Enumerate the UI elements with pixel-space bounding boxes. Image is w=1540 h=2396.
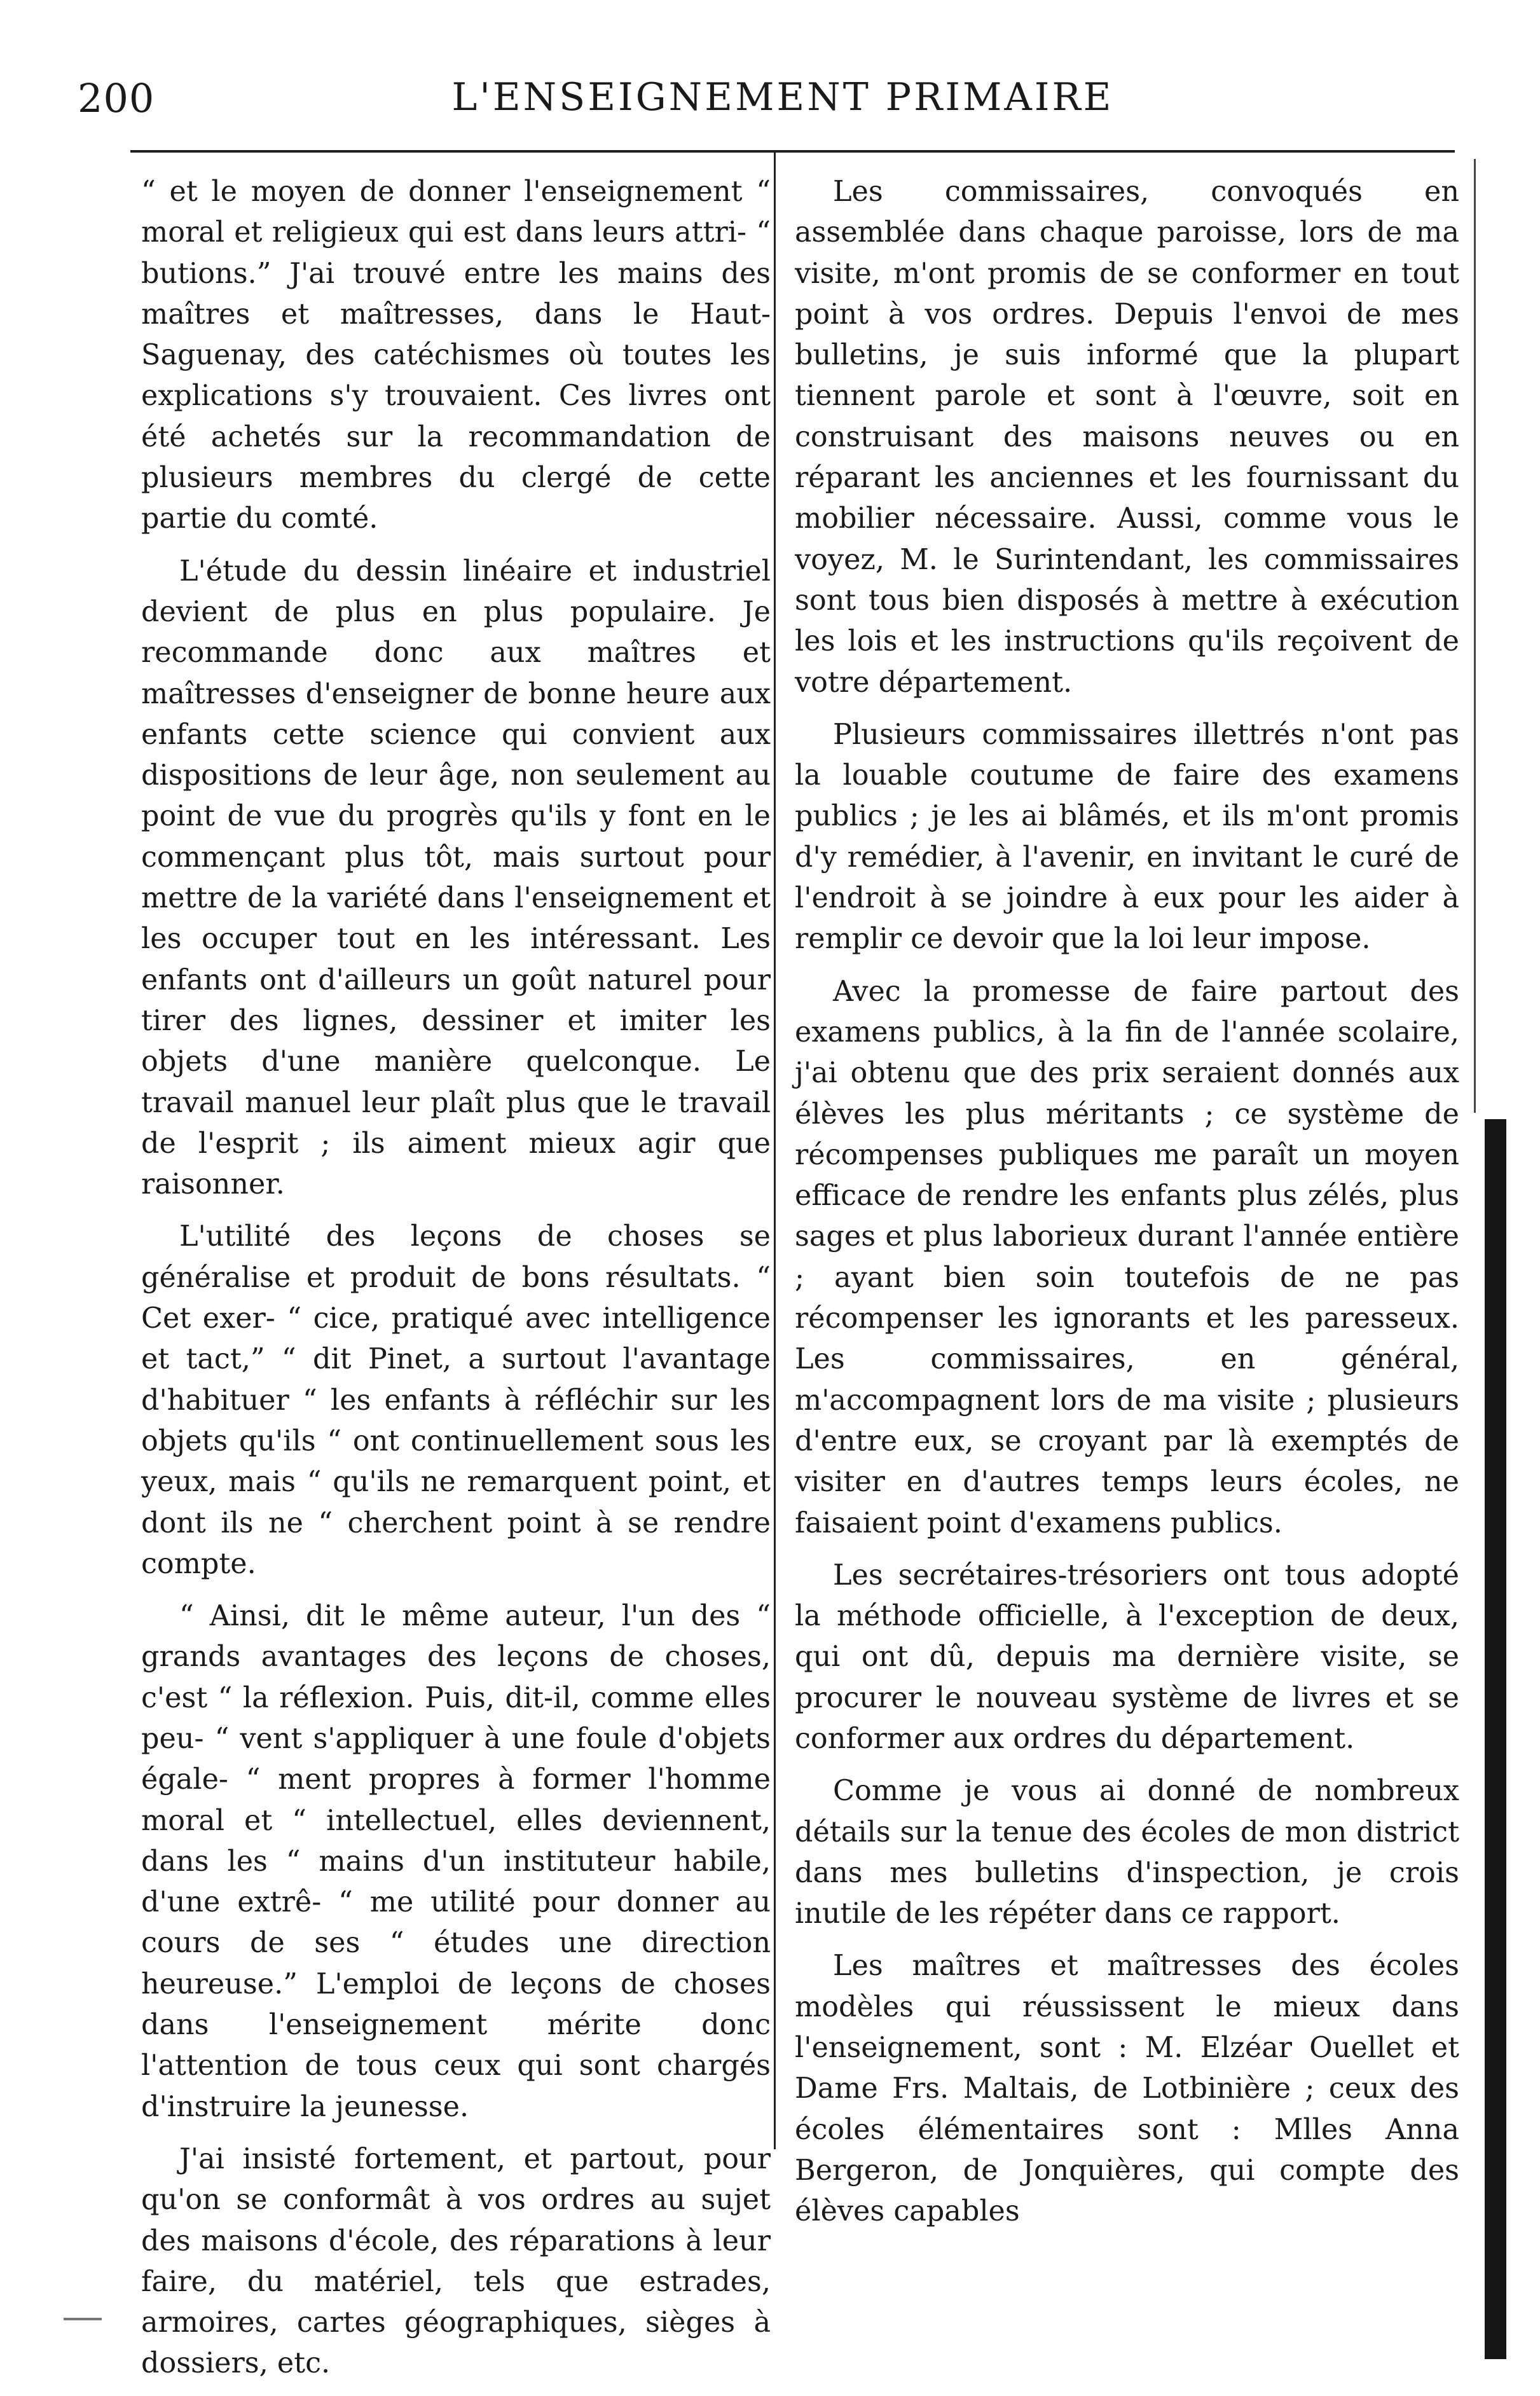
- page-edge-shadow: [1485, 1119, 1506, 2359]
- paragraph: Les commissaires, convoqués en assemblée dans chaque paroisse, lors de ma visite, m'ont promis de se conformer en tout point à vos ordres. Depuis l'envoi de mes bulletins, je suis informé que la plupart tiennent parole et sont à l'œuvre, soit en construisant des maisons neuves ou en réparant les anciennes et les fournissant du mobilier nécessaire. Aussi, comme vous le voyez, M. le Surintendant, les commissaires sont tous bien disposés à mettre à exécution les lois et les instructions qu'ils reçoivent de votre département.: [795, 176, 1459, 699]
- paragraph: L'étude du dessin linéaire et industriel devient de plus en plus populaire. Je recommande donc aux maîtres et maîtresses d'enseigner de bonne heure aux enfants cette science qui convient aux dispositions de leur âge, non seulement au point de vue du progrès qu'ils y font en le commençant plus tôt, mais surtout pour mettre de la variété dans l'enseignement et les occuper tout en les intéressant. Les enfants ont d'ailleurs un goût naturel pour tirer des lignes, dessiner et imiter les objets d'une manière quelconque. Le travail manuel leur plaît plus que le travail de l'esprit ; ils aiment mieux agir que raisonner.: [141, 554, 771, 1201]
- running-head: L'ENSEIGNEMENT PRIMAIRE: [451, 75, 1114, 120]
- scan-mark: [64, 2318, 102, 2320]
- page-edge-line: [1474, 159, 1476, 1113]
- paragraph: J'ai insisté fortement, et partout, pour qu'on se conformât à vos ordres au sujet des maisons d'école, des réparations à leur faire, du matériel, tels que estrades, armoires, cartes géographiques, sièges à dossiers, etc.: [141, 2142, 771, 2380]
- header-rule: [130, 150, 1455, 153]
- column-divider: [774, 153, 776, 2149]
- paragraph: Les maîtres et maîtresses des écoles modèles qui réussissent le mieux dans l'enseignement, sont : M. Elzéar Ouellet et Dame Frs. Maltais, de Lotbinière ; ceux des écoles élémentaires sont : Mlles Anna Bergeron, de Jonquières, qui compte des élèves capables: [795, 1950, 1459, 2228]
- paragraph: L'utilité des leçons de choses se généralise et produit de bons résultats. “ Cet exer- “ cice, pratiqué avec intelligence et tact,” “ dit Pinet, a surtout l'avantage d'habituer “ les enfants à réfléchir sur les objets qu'ils “ ont continuellement sous les yeux, mais “ qu'ils ne remarquent point, et dont ils ne “ cherchent point à se rendre compte.: [141, 1220, 771, 1580]
- paragraph: Les secrétaires-trésoriers ont tous adopté la méthode officielle, à l'exception de deux, qui ont dû, depuis ma dernière visite, se procurer le nouveau système de livres et se conformer aux ordres du département.: [795, 1559, 1459, 1755]
- left-column: [141, 172, 771, 2396]
- page-number: 200: [78, 75, 155, 121]
- paragraph: “ et le moyen de donner l'enseignement “ moral et religieux qui est dans leurs attri- “ butions.” J'ai trouvé entre les mains des maîtres et maîtresses, dans le Haut-Saguenay, des catéchismes où toutes les explications s'y trouvaient. Ces livres ont été achetés sur la recommandation de plusieurs membres du clergé de cette partie du comté.: [141, 176, 771, 535]
- right-column: [795, 172, 1459, 2244]
- paragraph: Comme je vous ai donné de nombreux détails sur la tenue des écoles de mon district dans mes bulletins d'inspection, je crois inutile de les répéter dans ce rapport.: [795, 1775, 1459, 1931]
- paragraph: “ Ainsi, dit le même auteur, l'un des “ grands avantages des leçons de choses, c'est “ la réflexion. Puis, dit-il, comme elles peu- “ vent s'appliquer à une foule d'objets égale- “ ment propres à former l'homme moral et “ intellectuel, elles deviennent, dans les “ mains d'un instituteur habile, d'une extrê- “ me utilité pour donner au cours de ses “ études une direction heureuse.” L'emploi de leçons de choses dans l'enseignement mérite donc l'attention de tous ceux qui sont chargés d'instruire la jeunesse.: [141, 1600, 771, 2123]
- paragraph: Plusieurs commissaires illettrés n'ont pas la louable coutume de faire des examens publics ; je les ai blâmés, et ils m'ont promis d'y remédier, à l'avenir, en invitant le curé de l'endroit à se joindre à eux pour les aider à remplir ce devoir que la loi leur impose.: [795, 718, 1459, 956]
- paragraph: Avec la promesse de faire partout des examens publics, à la fin de l'année scolaire, j'ai obtenu que des prix seraient donnés aux élèves les plus méritants ; ce système de récompenses publiques me paraît un moyen efficace de rendre les enfants plus zélés, plus sages et plus laborieux durant l'année entière ; ayant bien soin toutefois de ne pas récompenser les ignorants et les paresseux. Les commissaires, en général, m'accompagnent lors de ma visite ; plusieurs d'entre eux, se croyant par là exemptés de visiter en d'autres temps leurs écoles, ne faisaient point d'examens publics.: [795, 975, 1459, 1539]
